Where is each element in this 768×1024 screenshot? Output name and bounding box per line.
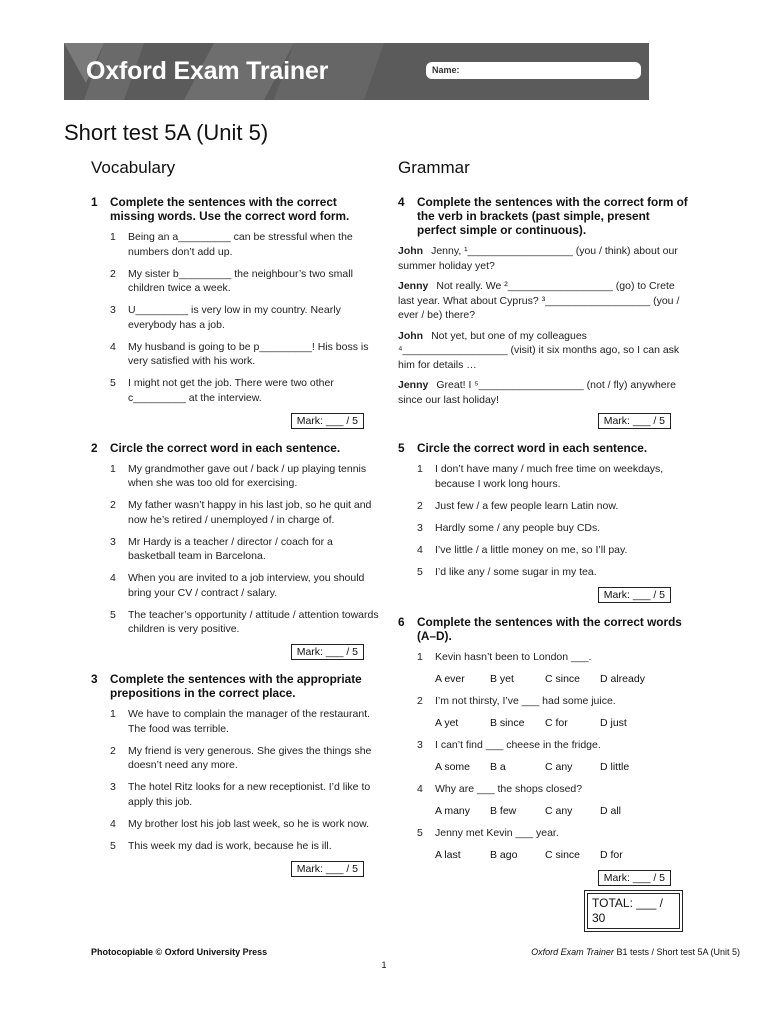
question-1: 1 Complete the sentences with the correct missing words. Use the correct word form. 1 Being an a_________ can be stressful when the numbers don’t add up. 2 My sister b_________ the neighbour’s two small children twice a week. 3 U_________ is very low in my country. Nearly everybody has a job. 4 My husband is going to be p_________! His boss is very satisfied with his work. 5 I might not get the job. There were two other c_________ at the interview. Mark: ___ / 5 (91, 195, 381, 429)
header-banner (64, 43, 649, 100)
dialogue-line: Jenny Great! I ⁵__________________ (not / fly) anywhere since our last holiday! (398, 379, 676, 406)
total-score: TOTAL: ___ / 30 (587, 893, 680, 929)
vocabulary-heading: Vocabulary (91, 158, 176, 177)
mark-box: Mark: ___ / 5 (598, 413, 671, 429)
list-item: 3 The hotel Ritz looks for a new receptionist. I’d like to apply this job. (110, 781, 371, 808)
question-instruction: Complete the sentences with the correct form of the verb in brackets (past simple, present perfect simple or continuous). (417, 195, 688, 237)
list-item: 3 I can’t find ___ cheese in the fridge. (417, 738, 601, 751)
list-item: 5 This week my dad is work, because he is ill. (110, 839, 332, 852)
question-instruction: Circle the correct word in each sentence. (110, 440, 341, 455)
question-instruction: Circle the correct word in each sentence. (417, 441, 648, 455)
dialogue-line: John Jenny, ¹__________________ (you / think) about our summer holiday yet? (398, 245, 678, 272)
list-item: 1 My grandmother gave out / back / up playing tennis when she was too old for exercising. (110, 462, 367, 489)
answer-options: A ever B yet C since D already (435, 672, 645, 685)
question-5: 5 Circle the correct word in each sentence. 1 I don’t have many / much free time on weekdays, because I work long hours. 2 Just few / a few people learn Latin now. 3 Hardly some / any people buy CDs. 4 I’ve little / a little money on me, so I’ll pay. 5 I’d like any / some sugar in my tea. Mark: ___ / 5 (398, 441, 688, 603)
question-4: 4 Complete the sentences with the correct form of the verb in brackets (past simple, present perfect simple or continuous). John Jenny, ¹__________________ (you / think) about our summer holiday yet? Jenny Not really. We ²__________________ (go) to Crete last year. What about Cyprus? ³__________________ (you / ever / be) there? John Not yet, but one of my colleagues ⁴__________________ (visit) it six months ago, so I can ask him for details … Jenny Great! I ⁵__________________ (not / fly) anywhere since our last holiday! Mark: ___ / 5 (398, 195, 688, 427)
grammar-column (398, 158, 688, 932)
name-label: Name: (432, 65, 460, 75)
list-item: 1 Being an a_________ can be stressful when the numbers don’t add up. (110, 231, 353, 258)
list-item: 2 I’m not thirsty, I’ve ___ had some juice. (417, 694, 616, 707)
list-item: 2 My father wasn’t happy in his last job, so he quit and now he’s retired / unemployed / in charge of. (110, 499, 372, 526)
answer-options: A many B few C any D all (435, 804, 622, 817)
list-item: 2 Just few / a few people learn Latin now. (417, 499, 619, 512)
question-instruction: Complete the sentences with the correct missing words. Use the correct word form. (110, 195, 350, 223)
list-item: 5 The teacher’s opportunity / attitude / attention towards children is very positive. (110, 608, 379, 635)
list-item: 5 I’d like any / some sugar in my tea. (417, 565, 597, 578)
list-item: 5 I might not get the job. There were two other c_________ at the interview. (110, 377, 334, 404)
total-box (584, 890, 683, 932)
list-item: 1 We have to complain the manager of the restaurant. The food was terrible. (110, 708, 371, 735)
question-instruction: Complete the sentences with the correct words (A–D). (417, 614, 682, 643)
mark-box: Mark: ___ / 5 (291, 413, 364, 429)
question-6: 6 Complete the sentences with the correct words (A–D). 1 Kevin hasn’t been to London ___. A ever B yet C since D already 2 I’m not thirsty, I’ve ___ had some juice. A yet B since C for D just 3 I can’t find ___ cheese in the fridge. A some B a C any D little 4 Why are ___ the shops closed? A many B few C any D all 5 Jenny met Kevin ___ year. A last B ago C since D for Mark: ___ / 5 TOTAL: ___ / 30 (398, 615, 688, 932)
grammar-heading: Grammar (398, 158, 470, 177)
list-item: 4 When you are invited to a job interview, you should bring your CV / contract / salary. (110, 572, 365, 599)
list-item: 2 My sister b_________ the neighbour’s two small children twice a week. (110, 267, 353, 294)
list-item: 3 U_________ is very low in my country. Nearly everybody has a job. (110, 304, 341, 331)
mark-box: Mark: ___ / 5 (291, 861, 364, 877)
answer-options: A yet B since C for D just (435, 716, 627, 729)
list-item: 1 I don’t have many / much free time on weekdays, because I work long hours. (417, 463, 664, 490)
question-3: 3 Complete the sentences with the appropriate prepositions in the correct place. 1 We have to complain the manager of the restaurant. The food was terrible. 2 My friend is very generous. She gives the things she doesn’t need any more. 3 The hotel Ritz looks for a new receptionist. I’d like to apply this job. 4 My brother lost his job last week, so he is work now. 5 This week my dad is work, because he is ill. Mark: ___ / 5 (91, 672, 381, 877)
page-number: 1 (381, 960, 387, 970)
mark-box: Mark: ___ / 5 (291, 644, 364, 660)
question-2: 2 Circle the correct word in each sentence. 1 My grandmother gave out / back / up playing tennis when she was too old for exercising. 2 My father wasn’t happy in his last job, so he quit and now he’s retired / unemployed / in charge of. 3 Mr Hardy is a teacher / director / coach for a basketball team in Barcelona. 4 When you are invited to a job interview, you should bring your CV / contract / salary. 5 The teacher’s opportunity / attitude / attention towards children is very positive. Mark: ___ / 5 (91, 441, 381, 661)
page-title: Short test 5A (Unit 5) (64, 120, 269, 145)
list-item: 5 Jenny met Kevin ___ year. (417, 826, 559, 839)
list-item: 1 Kevin hasn’t been to London ___. (417, 650, 592, 663)
mark-box: Mark: ___ / 5 (598, 870, 671, 886)
answer-options: A some B a C any D little (435, 760, 630, 773)
list-item: 4 Why are ___ the shops closed? (417, 782, 583, 795)
list-item: 4 My brother lost his job last week, so he is work now. (110, 817, 370, 830)
footer-copyright: Photocopiable © Oxford University Press (91, 947, 268, 957)
list-item: 2 My friend is very generous. She gives the things she doesn’t need any more. (110, 744, 372, 771)
mark-box: Mark: ___ / 5 (598, 587, 671, 603)
dialogue-line: Jenny Not really. We ²__________________ (go) to Crete last year. What about Cyprus? ³__________________ (you / ever / be) there? (398, 280, 680, 321)
list-item: 4 I’ve little / a little money on me, so I’ll pay. (417, 543, 628, 556)
question-instruction: Complete the sentences with the appropriate prepositions in the correct place. (110, 672, 362, 700)
list-item: 3 Mr Hardy is a teacher / director / coach for a basketball team in Barcelona. (110, 535, 333, 562)
vocabulary-column (91, 158, 381, 889)
list-item: 3 Hardly some / any people buy CDs. (417, 521, 601, 534)
list-item: 4 My husband is going to be p_________! His boss is very satisfied with his work. (110, 340, 369, 367)
footer-reference: Oxford Exam Trainer B1 tests / Short test 5A (Unit 5) (531, 947, 740, 957)
brand-title: Oxford Exam Trainer (86, 57, 329, 85)
name-field[interactable] (426, 62, 641, 79)
dialogue-line: John Not yet, but one of my colleagues ⁴__________________ (visit) it six months ago, so I can ask him for details … (398, 329, 680, 371)
answer-options: A last B ago C since D for (435, 848, 623, 861)
